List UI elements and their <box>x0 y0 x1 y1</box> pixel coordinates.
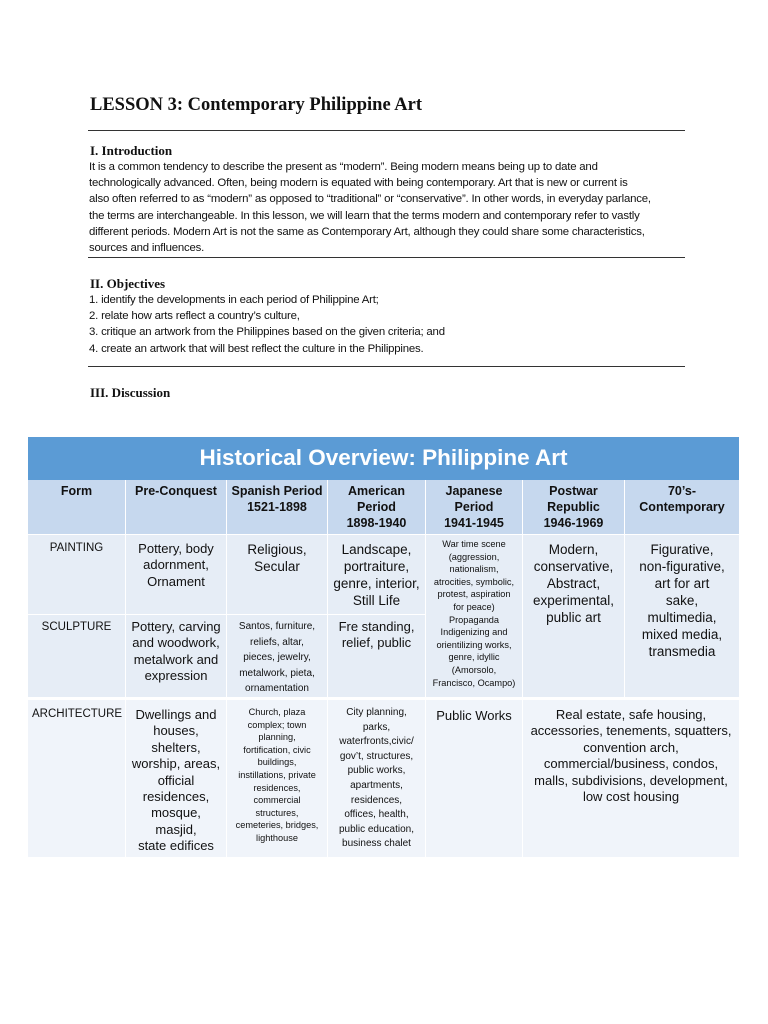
cell-line: Santos, furniture, <box>238 621 316 632</box>
cell-line: Abstract, <box>546 576 601 591</box>
cell-line: (Amorsolo, <box>451 664 497 675</box>
cell-line: fortification, civic <box>243 744 311 755</box>
cell-line: ornamentation <box>245 683 309 695</box>
introduction-paragraph <box>89 159 679 256</box>
cell-line: non-figurative, <box>639 559 725 574</box>
cell-line: genre, idyllic <box>448 652 500 663</box>
cell-line: Propaganda <box>448 614 500 625</box>
cell-line: metalwork and <box>133 651 219 667</box>
cell-line: Indigenizing and <box>440 627 508 638</box>
cell-line: structures, <box>255 807 299 818</box>
cell-line: Ornament <box>147 573 205 589</box>
intro-line: also often referred to as “modern” as opposed to “traditional” or “conservative”. In other words, in everyday parlance, <box>89 193 651 206</box>
cell-line: public art <box>546 610 601 625</box>
cell-line: planning, <box>258 732 296 743</box>
divider <box>88 130 685 131</box>
cell-line: Landscape, <box>341 542 412 557</box>
header-american <box>328 480 425 534</box>
cell-line: public education, <box>338 823 415 835</box>
row-label: PAINTING <box>49 542 104 554</box>
sculpture-spanish <box>227 615 327 697</box>
cell-line: residences, <box>350 794 403 806</box>
cell-line: nationalism, <box>449 564 499 575</box>
cell-line: War time scene <box>442 539 506 549</box>
cell-line: Modern, <box>548 542 599 557</box>
cell-line: genre, interior, <box>333 576 420 591</box>
cell-line: Dwellings and <box>135 707 217 722</box>
header-label: 70’s- <box>667 484 697 498</box>
cell-line: Fre standing, <box>338 619 415 634</box>
header-pre-conquest <box>126 480 226 534</box>
cell-line: convention arch, <box>583 739 679 755</box>
cell-line: Still Life <box>352 593 401 608</box>
row-label-architecture <box>28 700 125 857</box>
header-label: Contemporary <box>639 500 725 514</box>
painting-japanese <box>426 535 522 697</box>
cell-line: transmedia <box>648 644 716 659</box>
cell-line: sake, <box>665 593 699 608</box>
intro-line: technologically advanced. Often, being modern is equated with being contemporary. Art that is new or current is <box>89 177 628 190</box>
cell-line: mosque, masjid, <box>151 805 201 837</box>
cell-line: accessories, tenements, squatters, <box>530 723 732 739</box>
cell-line: lighthouse <box>256 832 298 843</box>
sculpture-american <box>328 615 425 697</box>
objective-item: 4. create an artwork that will best reflect the culture in the Philippines. <box>89 342 424 355</box>
cell-line: Public Works <box>436 708 512 723</box>
cell-line: worship, areas, <box>131 756 221 772</box>
header-japanese <box>426 480 522 534</box>
cell-line: residences, <box>142 789 210 805</box>
row-label: ARCHITECTURE <box>32 708 123 720</box>
architecture-japanese <box>426 700 522 857</box>
header-postwar <box>523 480 624 534</box>
cell-line: pieces, jewelry, <box>243 652 311 664</box>
objective-item: 3. critique an artwork from the Philippines based on the given criteria; and <box>89 326 445 339</box>
cell-line: Pottery, carving <box>131 619 221 634</box>
cell-line: instillations, private <box>238 769 316 780</box>
painting-pre-conquest <box>126 535 226 614</box>
divider <box>88 366 685 367</box>
header-spanish <box>227 480 327 534</box>
divider <box>88 257 685 258</box>
cell-line: adornment, <box>143 557 209 573</box>
cell-line: Figurative, <box>650 542 714 557</box>
cell-line: gov’t, structures, <box>339 750 414 762</box>
header-label: Postwar <box>549 484 598 498</box>
objective-item: 1. identify the developments in each period of Philippine Art; <box>89 294 379 306</box>
cell-line: offices, health, <box>344 809 409 821</box>
table-title: Historical Overview: Philippine Art <box>28 437 739 480</box>
painting-american <box>328 535 425 614</box>
header-label: 1941-1945 <box>444 516 504 530</box>
cell-line: for peace) <box>453 601 495 612</box>
cell-line: waterfronts,civic/ <box>339 736 414 748</box>
intro-line: the terms are interchangeable. In this lesson, we will learn that the terms modern and contemporary refer to vastly <box>89 209 640 222</box>
lesson-title: LESSON 3: Contemporary Philippine Art <box>90 95 422 115</box>
cell-line: official <box>157 772 195 788</box>
cell-line: portraiture, <box>343 559 410 574</box>
architecture-american <box>328 700 425 857</box>
cell-line: buildings, <box>257 757 297 768</box>
intro-line: sources and influences. <box>89 242 205 255</box>
cell-line: reliefs, altar, <box>250 636 304 648</box>
cell-line: and woodwork, <box>132 635 220 651</box>
header-label: 1521-1898 <box>247 500 307 514</box>
intro-line: It is a common tendency to describe the present as “modern”. Being modern means being up to date and <box>89 161 598 173</box>
header-form <box>28 480 125 534</box>
header-label: Spanish Period <box>231 484 323 498</box>
cell-line: Secular <box>254 559 300 574</box>
cell-line: multimedia, <box>647 610 717 625</box>
cell-line: complex; town <box>247 719 307 730</box>
cell-line: metalwork, pieta, <box>239 667 315 679</box>
cell-line: Real estate, safe housing, <box>555 707 707 722</box>
cell-line: malls, subdivisions, development, <box>534 772 728 788</box>
cell-line: houses, <box>153 723 199 739</box>
cell-line: relief, public <box>341 635 412 651</box>
cell-line: state edifices <box>138 838 214 854</box>
cell-line: Francisco, Ocampo) <box>432 677 516 688</box>
discussion-heading: III. Discussion <box>90 385 171 400</box>
row-label-sculpture <box>28 615 125 697</box>
cell-line: shelters, <box>151 739 201 755</box>
row-label: SCULPTURE <box>41 621 112 633</box>
header-label: Japanese <box>445 484 503 498</box>
cell-line: cemeteries, bridges, <box>235 820 319 831</box>
painting-contemporary <box>625 535 739 697</box>
header-label: 1898-1940 <box>346 516 407 530</box>
header-label: Period <box>454 500 494 514</box>
objectives-heading: II. Objectives <box>90 276 166 291</box>
cell-line: commercial <box>253 795 301 806</box>
cell-line: art for art <box>654 576 710 591</box>
cell-line: mixed media, <box>641 627 723 642</box>
cell-line: residences, <box>253 782 301 793</box>
cell-line: parks, <box>362 721 391 733</box>
cell-line: protest, aspiration <box>437 589 511 600</box>
cell-line: Religious, <box>247 542 307 557</box>
cell-line: experimental, <box>532 593 615 608</box>
painting-spanish <box>227 535 327 614</box>
row-label-painting <box>28 535 125 614</box>
header-label: Form <box>60 484 93 498</box>
header-label: 1946-1969 <box>543 516 604 530</box>
objectives-list <box>89 292 679 357</box>
cell-line: Church, plaza <box>248 707 306 717</box>
header-label: Period <box>357 500 396 514</box>
painting-postwar <box>523 535 624 697</box>
architecture-postwar-contemporary <box>523 700 739 857</box>
cell-line: orientilizing works, <box>436 639 512 650</box>
header-label: American <box>348 484 405 498</box>
cell-line: business chalet <box>342 838 411 850</box>
historical-overview-table <box>28 437 739 857</box>
cell-line: commercial/business, condos, <box>543 756 719 772</box>
sculpture-pre-conquest <box>126 615 226 697</box>
cell-line: conservative, <box>533 559 614 574</box>
header-contemporary <box>625 480 739 534</box>
cell-line: expression <box>144 668 208 684</box>
cell-line: apartments, <box>350 779 403 791</box>
cell-line: City planning, <box>346 707 407 718</box>
objective-item: 2. relate how arts reflect a country’s culture, <box>89 310 300 323</box>
cell-line: atrocities, symbolic, <box>433 576 515 587</box>
cell-line: low cost housing <box>582 789 680 805</box>
cell-line: public works, <box>347 765 406 777</box>
introduction-heading: I. Introduction <box>90 143 173 158</box>
header-label: Pre-Conquest <box>135 484 217 498</box>
cell-line: (aggression, <box>448 551 500 562</box>
architecture-spanish <box>227 700 327 857</box>
architecture-pre-conquest <box>126 700 226 857</box>
intro-line: different periods. Modern Art is not the same as Contemporary Art, although they could share some characteristics, <box>89 225 645 238</box>
cell-line: Pottery, body <box>138 541 214 556</box>
header-label: Republic <box>547 500 600 514</box>
